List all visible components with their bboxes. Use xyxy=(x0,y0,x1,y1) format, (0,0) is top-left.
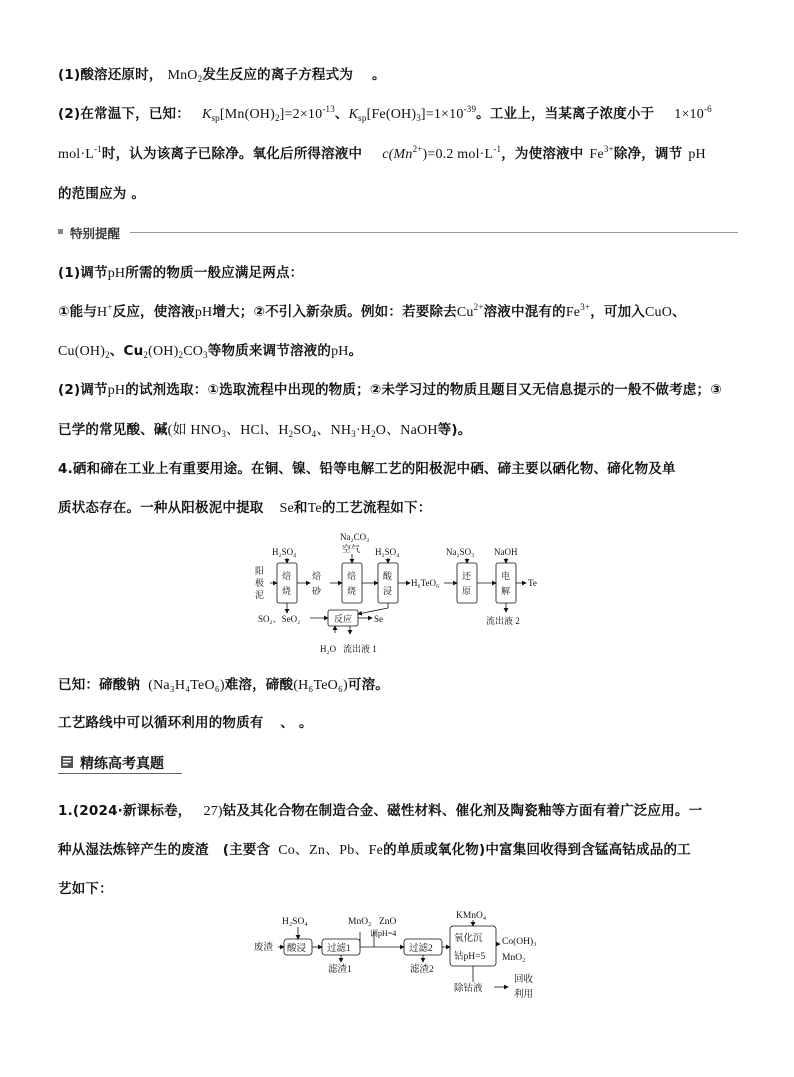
exponent: -1 xyxy=(493,144,502,154)
formula: ]=1×10 xyxy=(420,107,464,122)
text: 钴及其化合物在制造合金、磁性材料、催化剂及陶瓷釉等方面有着广泛应用。一 xyxy=(222,803,703,819)
ksp-symbol: K xyxy=(201,107,212,122)
exam-question-line-3 xyxy=(58,877,113,897)
formula: Co、Zn、Pb、Fe xyxy=(278,843,384,858)
text: 已学的常见酸、碱 xyxy=(58,422,168,438)
formula: O、NaOH xyxy=(375,423,438,438)
ph-text: pH xyxy=(331,344,349,359)
text: 等)。 xyxy=(437,422,472,438)
text: 、 xyxy=(280,715,295,731)
tip-line-4 xyxy=(58,378,722,399)
calcine-label: 焙 xyxy=(312,571,322,581)
subscript: 2 xyxy=(143,350,149,360)
formula: 、HCl、H xyxy=(226,423,289,438)
formula: [Fe(OH) xyxy=(366,107,417,122)
subscript: 2 xyxy=(105,350,110,360)
text: 种从湿法炼锌产生的废渣 xyxy=(58,842,209,858)
oxidation-label: 氧化沉 xyxy=(454,934,483,944)
cooh3-label: Co(OH)₃ xyxy=(502,937,537,947)
subscript: 2 xyxy=(178,350,184,360)
tip-line-1 xyxy=(58,261,303,282)
text: 的试剂选取：①选取流程中出现的物质；②未学习过的物质且题目又无信息提示的一般不做考虑；③ xyxy=(125,382,722,398)
recycle-line xyxy=(58,711,313,733)
ph-text: pH xyxy=(107,383,126,398)
formula: SO xyxy=(293,423,312,438)
text: 、Cu xyxy=(109,343,144,359)
text: 增大；②不引入新杂质。例如：若要除去 xyxy=(212,304,457,320)
question-2-line-3 xyxy=(58,182,145,204)
tip-line-5 xyxy=(58,418,471,439)
text: 等物质来调节溶液的 xyxy=(207,343,332,359)
formula: Fe xyxy=(589,147,604,162)
filter-2-label: 过滤2 xyxy=(409,944,433,954)
naoh-label: NaOH xyxy=(494,547,518,557)
residue-2-label: 滤渣2 xyxy=(410,965,434,975)
roast-label: 焙 xyxy=(282,571,292,581)
exam-question-line-1 xyxy=(58,799,702,820)
waste-label: 废渣 xyxy=(254,943,274,953)
tip-label: 特别提醒 xyxy=(70,226,121,241)
subscript: sp xyxy=(358,113,367,123)
formula: H xyxy=(97,305,108,320)
subscript: 2 xyxy=(371,429,376,439)
exponent: -39 xyxy=(463,104,477,114)
text: 4.硒和碲在工业上有重要用途。在铜、镍、铅等电解工艺的阳极泥中硒、碲主要以硒化物、碲化物及单 xyxy=(58,461,676,477)
roast-label: 焙 xyxy=(347,571,357,581)
charge: 3+ xyxy=(603,144,614,154)
text: 、 xyxy=(334,106,349,122)
recycle-label: 利用 xyxy=(514,990,534,1000)
anode-label: 泥 xyxy=(255,590,265,600)
formula: 、NH xyxy=(316,423,352,438)
charge: 3+ xyxy=(580,302,591,312)
special-tip-header xyxy=(58,224,738,240)
subscript: 2 xyxy=(288,429,294,439)
question-2-line-1 xyxy=(58,102,712,123)
formula: c(Mn xyxy=(382,147,413,162)
formula: (如 HNO xyxy=(167,423,222,438)
formula: CO xyxy=(183,344,204,359)
text: 难溶，碲酸 xyxy=(224,677,294,693)
text: ①能与 xyxy=(58,304,98,320)
roast-label: 烧 xyxy=(282,586,292,596)
text: 艺如下： xyxy=(58,881,113,897)
formula: (OH) xyxy=(148,344,179,359)
h6teo6-label: H₆TeO₆ xyxy=(411,578,440,588)
formula: ]=2×10 xyxy=(279,107,323,122)
subscript: 3 xyxy=(203,350,208,360)
anode-label: 阳 xyxy=(255,566,265,576)
divider xyxy=(130,232,738,233)
square-bullet-icon xyxy=(58,229,63,234)
se-product-label: Se xyxy=(374,614,383,624)
reduce-label: 还 xyxy=(462,571,472,581)
reduce-label: 原 xyxy=(462,586,472,596)
subscript: 3 xyxy=(416,113,421,123)
exponent: -13 xyxy=(322,104,335,114)
h2so4-label: H₂SO₄ xyxy=(375,547,400,557)
subscript: 3 xyxy=(351,429,356,439)
text: 27) xyxy=(203,804,223,819)
text: 。 xyxy=(299,715,313,731)
text: 、 xyxy=(672,304,686,320)
leach-label: 浸 xyxy=(383,586,393,596)
unit: mol·L xyxy=(58,147,94,162)
question-1-line xyxy=(58,63,386,85)
text: 发生反应的离子方程式为 xyxy=(202,67,354,83)
formula: 1×10 xyxy=(674,107,704,122)
filter-1-label: 过滤1 xyxy=(327,944,351,954)
text: 已知：碲酸钠 xyxy=(58,677,141,693)
effluent-2-label: 流出液 2 xyxy=(486,616,520,626)
reduce-box xyxy=(457,563,477,603)
text: 除净，调节 xyxy=(613,146,683,162)
h2so4-label: H₂SO₄ xyxy=(272,547,297,557)
mno2-label: MnO₂ xyxy=(348,917,372,927)
text: 反应，使溶液 xyxy=(112,304,195,320)
formula: (Na₃H₄TeO₆) xyxy=(148,678,225,693)
zno-label: ZnO xyxy=(379,917,397,927)
text: 的单质或氧化物 xyxy=(383,842,479,858)
formula: Cu(OH) xyxy=(58,344,106,359)
ph4-label: 调pH=4 xyxy=(370,929,397,938)
text: 的工艺流程如下： xyxy=(321,500,432,516)
text: 1.(2024·新课标卷， xyxy=(58,803,192,819)
ph-text: pH xyxy=(688,147,706,162)
subscript: 2 xyxy=(274,113,280,123)
text: 。 xyxy=(371,67,386,83)
reaction-label: 反应 xyxy=(334,614,353,624)
electrolysis-label: 解 xyxy=(501,586,511,596)
subscript: 4 xyxy=(311,429,317,439)
residue-1-label: 滤渣1 xyxy=(328,965,352,975)
calcine-label: 砂 xyxy=(312,586,322,596)
exponent: -1 xyxy=(94,144,102,154)
kmno4-label: KMnO₄ xyxy=(456,911,487,921)
formula: CuO xyxy=(645,305,673,320)
process-flow-diagram-1 xyxy=(250,528,550,660)
roast-box-1 xyxy=(277,563,297,603)
recycle-label: 回收 xyxy=(514,975,534,985)
air-label: 空气 xyxy=(342,544,361,554)
leach-box xyxy=(378,563,398,603)
h2o-label: H₂O xyxy=(320,644,337,654)
text: 和 xyxy=(293,500,308,516)
roast-box-2 xyxy=(342,563,362,603)
formula: )=0.2 mol·L xyxy=(422,147,494,162)
question-4-line-1 xyxy=(58,457,676,477)
text: 溶液中混有的 xyxy=(483,304,566,320)
na2co3-label: Na₂CO₃ xyxy=(340,532,370,542)
known-line xyxy=(58,673,389,694)
subscript: 2 xyxy=(197,74,203,84)
text: 时，认为该离子已除净。氧化后所得溶液中 xyxy=(101,146,363,162)
so2-seo2-label: SO₂、SeO₂ xyxy=(258,614,301,624)
ksp-symbol: K xyxy=(348,107,359,122)
formula: [Mn(OH) xyxy=(219,107,275,122)
formula: ·H xyxy=(355,423,372,438)
charge: + xyxy=(107,302,113,312)
tip-line-2 xyxy=(58,300,686,321)
text: 所需的物质一般应满足两点： xyxy=(125,265,304,281)
text: 质状态存在。一种从阳极泥中提取 xyxy=(58,500,264,516)
text: 可溶。 xyxy=(347,677,390,693)
formula: Fe xyxy=(565,305,581,320)
process-flow-diagram-2 xyxy=(252,908,552,1006)
oxidation-label: 钴pH=5 xyxy=(454,952,486,962)
formula: Te xyxy=(307,501,322,516)
subscript: sp xyxy=(211,113,220,123)
electrolysis-box xyxy=(496,563,516,603)
charge: 2+ xyxy=(412,144,423,154)
text: 。 xyxy=(131,186,146,202)
electrolysis-label: 电 xyxy=(501,571,511,581)
roast-label: 烧 xyxy=(347,586,357,596)
exponent: -6 xyxy=(703,104,712,114)
section-header xyxy=(58,753,182,774)
decobalt-liquid-label: 除钴液 xyxy=(454,984,483,994)
section-title: 精练高考真题 xyxy=(80,756,164,772)
text: (1)酸溶还原时， xyxy=(58,67,163,83)
te-product-label: Te xyxy=(528,578,537,588)
ph-text: pH xyxy=(107,266,126,281)
effluent-1-label: 流出液 1 xyxy=(343,644,377,654)
text: (主要含 xyxy=(222,842,271,858)
h2so4-label: H₂SO₄ xyxy=(282,917,308,927)
book-icon xyxy=(60,755,74,769)
ph-text: pH xyxy=(194,305,213,320)
anode-label: 极 xyxy=(255,578,265,588)
exam-question-line-2 xyxy=(58,838,691,859)
text: ，可加入 xyxy=(590,304,646,320)
text: (2)调节 xyxy=(58,382,108,398)
leach-label: 酸浸 xyxy=(287,944,307,954)
formula: MnO xyxy=(167,68,198,83)
text: 。 xyxy=(348,343,363,359)
text: 。工业上，当某离子浓度小于 xyxy=(476,106,655,122)
text: ，为使溶液中 xyxy=(501,146,584,162)
text: (1)调节 xyxy=(58,265,108,281)
question-4-line-2 xyxy=(58,496,431,517)
text: )中富集回收得到含锰高钴成品的工 xyxy=(478,842,691,858)
tip-line-3 xyxy=(58,339,362,360)
question-2-line-2 xyxy=(58,142,706,163)
leach-label: 酸 xyxy=(383,571,393,581)
text: (2)在常温下，已知： xyxy=(58,106,190,122)
formula: (H₆TeO₆) xyxy=(293,678,348,693)
text: 的范围应为 xyxy=(58,186,127,202)
charge: 2+ xyxy=(473,302,484,312)
formula: Se xyxy=(279,501,294,516)
text: 工艺路线中可以循环利用的物质有 xyxy=(58,715,264,731)
formula: Cu xyxy=(456,305,474,320)
mno2-product-label: MnO₂ xyxy=(502,953,526,963)
na2so3-label: Na₂SO₃ xyxy=(446,547,475,557)
subscript: 3 xyxy=(221,429,227,439)
